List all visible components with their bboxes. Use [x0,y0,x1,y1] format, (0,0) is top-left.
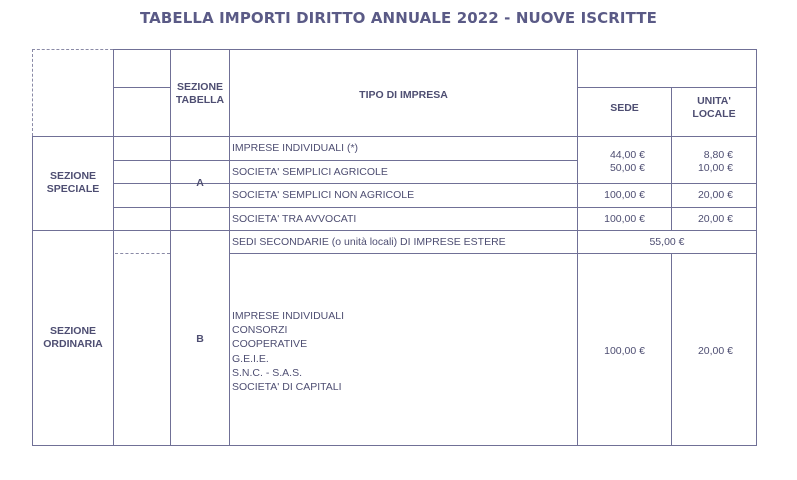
header-tipo-impresa: TIPO DI IMPRESA [359,89,448,101]
unita-amount: 20,00 € [697,189,733,201]
page-title: TABELLA IMPORTI DIRITTO ANNUALE 2022 - NUOVE ISCRITTE [140,9,657,27]
header-unita-locale: UNITA' LOCALE [692,95,736,120]
sede-amount: 100,00 € [604,345,645,357]
table-divider [113,160,577,161]
section-label-speciale: SEZIONE SPECIALE [46,170,100,195]
unita-amount: 8,80 € [703,149,733,161]
unita-amount: 20,00 € [697,213,733,225]
tipo-impresa-row: IMPRESE INDIVIDUALI (*) [232,142,359,154]
table-divider [577,87,757,88]
table-border [32,49,33,136]
table-border [756,49,757,446]
tipo-impresa-estere: SEDI SECONDARIE (o unità locali) DI IMPRESE ESTERE [232,236,506,248]
tipo-impresa-row: SOCIETA' TRA AVVOCATI [232,213,357,225]
section-code-a: A [196,177,204,189]
table-divider [115,253,170,254]
section-label-ordinaria: SEZIONE ORDINARIA [43,325,103,350]
tipo-impresa-list: IMPRESE INDIVIDUALI CONSORZI COOPERATIVE G.E.I.E. S.N.C. - S.A.S. SOCIETA' DI CAPITALI [232,310,345,394]
header-sede: SEDE [610,102,639,114]
table-border [113,49,757,50]
sede-amount: 100,00 € [604,213,645,225]
table-border [32,445,757,446]
table-divider [113,207,757,208]
table-divider [113,49,114,446]
tipo-impresa-row: SOCIETA' SEMPLICI AGRICOLE [232,166,388,178]
table-border [32,49,113,50]
unita-amount: 10,00 € [697,162,733,174]
table-divider [32,136,757,137]
table-divider [113,87,170,88]
sede-amount: 44,00 € [609,149,645,161]
section-code-b: B [196,333,204,345]
tipo-impresa-row: SOCIETA' SEMPLICI NON AGRICOLE [232,189,415,201]
table-divider [170,49,171,446]
estere-amount: 55,00 € [649,236,685,248]
table-divider [32,230,757,231]
sede-amount: 100,00 € [604,189,645,201]
table-divider [229,49,230,446]
unita-amount: 20,00 € [697,345,733,357]
table-divider [229,253,757,254]
header-sezione-tabella: SEZIONE TABELLA [175,81,225,106]
sede-amount: 50,00 € [609,162,645,174]
